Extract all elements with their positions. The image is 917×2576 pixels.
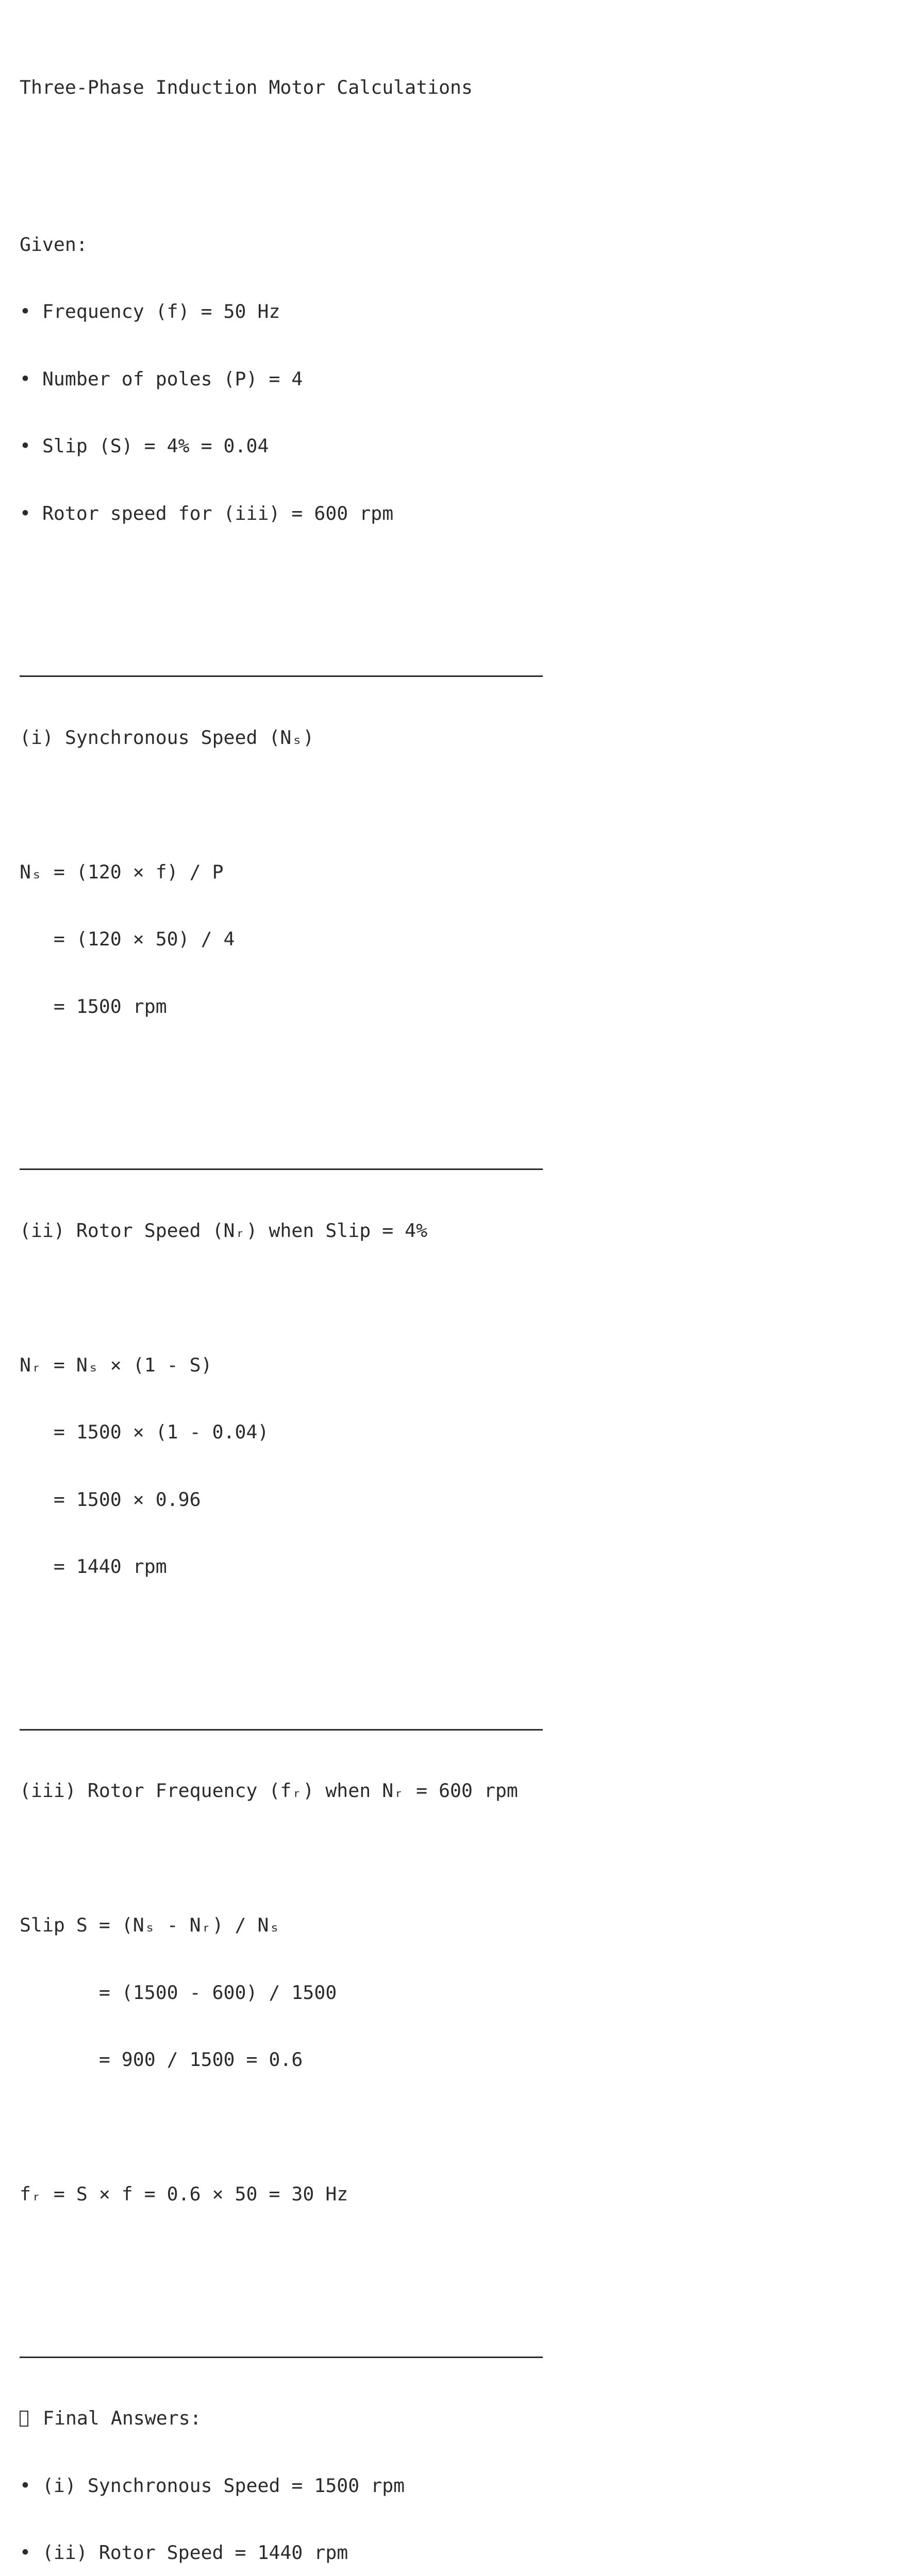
check-box-icon bbox=[20, 2411, 28, 2427]
spacer bbox=[20, 1286, 587, 1309]
given-item-frequency: • Frequency (f) = 50 Hz bbox=[20, 300, 280, 323]
spacer bbox=[20, 1847, 587, 1870]
section1-formula: Nₛ = (120 × f) / P bbox=[20, 860, 224, 883]
given-item-poles: • Number of poles (P) = 4 bbox=[20, 367, 303, 390]
given-heading: Given: bbox=[20, 233, 88, 256]
final-answer-synchronous-speed: • (i) Synchronous Speed = 1500 rpm bbox=[20, 2474, 405, 2497]
section1-result: = 1500 rpm bbox=[20, 995, 167, 1018]
section3-slip-substitution: = (1500 - 600) / 1500 bbox=[20, 1981, 337, 2004]
spacer bbox=[20, 569, 587, 592]
spacer bbox=[20, 1062, 587, 1085]
spacer bbox=[20, 1623, 587, 1646]
spacer bbox=[20, 2116, 587, 2139]
spacer bbox=[20, 793, 587, 816]
section2-result: = 1440 rpm bbox=[20, 1555, 167, 1578]
section2-step: = 1500 × 0.96 bbox=[20, 1488, 201, 1511]
section3-slip-formula: Slip S = (Nₛ - Nᵣ) / Nₛ bbox=[20, 1914, 280, 1936]
final-heading-row bbox=[20, 2407, 587, 2430]
section3-rotor-frequency: fᵣ = S × f = 0.6 × 50 = 30 Hz bbox=[20, 2183, 348, 2205]
final-answer-rotor-speed: • (ii) Rotor Speed = 1440 rpm bbox=[20, 2541, 348, 2564]
section2-substitution: = 1500 × (1 - 0.04) bbox=[20, 1421, 269, 1443]
final-heading: Final Answers: bbox=[43, 2407, 202, 2429]
section1-heading: (i) Synchronous Speed (Nₛ) bbox=[20, 726, 314, 749]
given-item-rotor-speed: • Rotor speed for (iii) = 600 rpm bbox=[20, 502, 394, 524]
section3-slip-result: = 900 / 1500 = 0.6 bbox=[20, 2048, 303, 2071]
section-divider bbox=[20, 659, 587, 682]
page-title: Three-Phase Induction Motor Calculations bbox=[20, 76, 473, 98]
spacer bbox=[20, 2250, 587, 2273]
section3-heading: (iii) Rotor Frequency (fᵣ) when Nᵣ = 600 rpm bbox=[20, 1780, 518, 1802]
section-divider bbox=[20, 1152, 587, 1175]
section2-heading: (ii) Rotor Speed (Nᵣ) when Slip = 4% bbox=[20, 1219, 428, 1242]
section2-formula: Nᵣ = Nₛ × (1 - S) bbox=[20, 1353, 212, 1376]
spacer bbox=[20, 144, 587, 166]
calculation-sheet bbox=[20, 31, 587, 2576]
section-divider bbox=[20, 1713, 587, 1735]
section1-substitution: = (120 × 50) / 4 bbox=[20, 928, 235, 950]
section-divider bbox=[20, 2340, 587, 2363]
given-item-slip: • Slip (S) = 4% = 0.04 bbox=[20, 435, 269, 457]
